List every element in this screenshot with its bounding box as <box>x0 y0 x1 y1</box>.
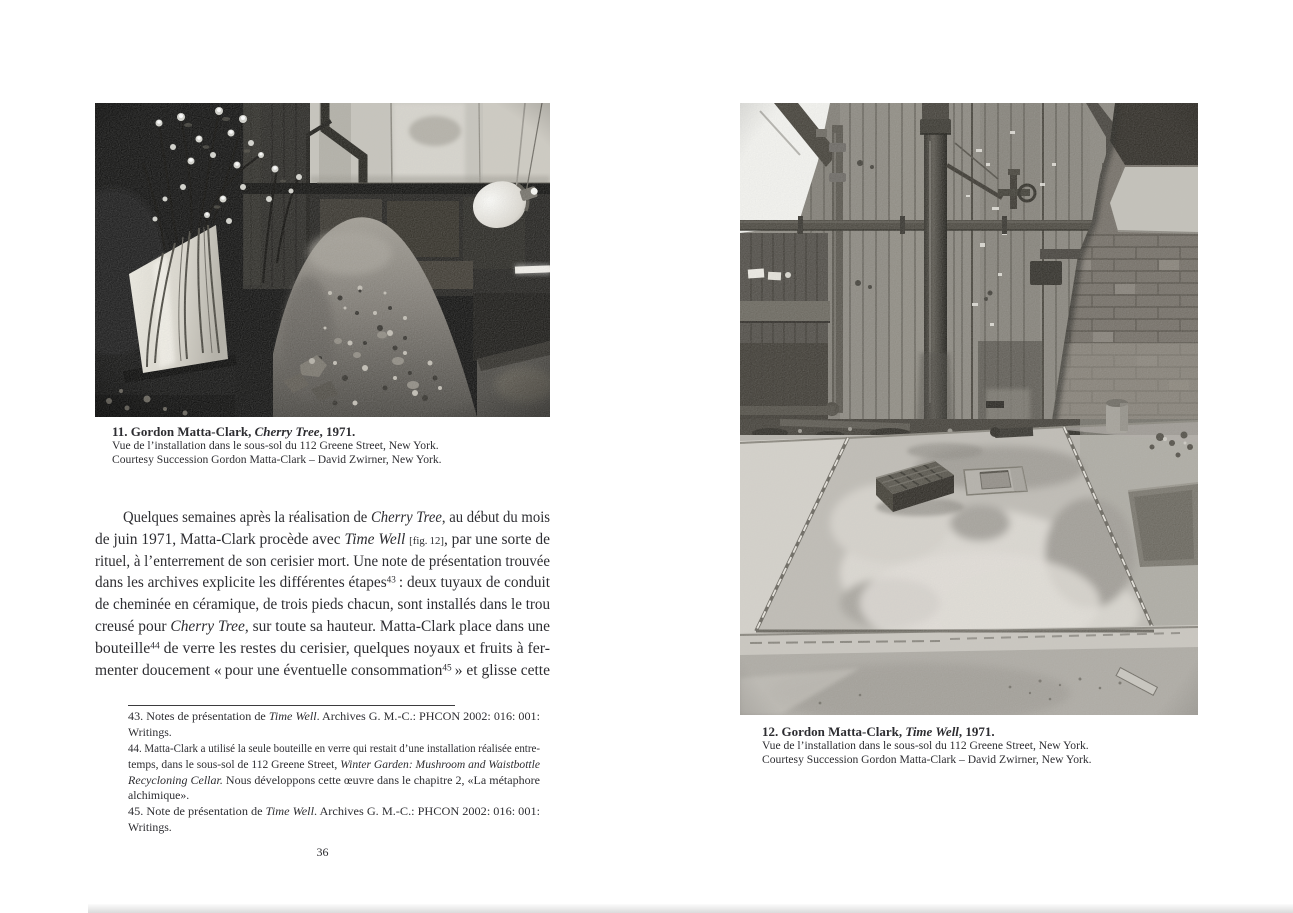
right-page <box>646 0 1293 913</box>
body-paragraph <box>95 509 550 683</box>
page-bottom-edge <box>88 904 1293 913</box>
figure-11-caption-title: 11. Gordon Matta-Clark, Cherry Tree, 1971. <box>112 424 356 439</box>
footnote-line: temps, dans le sous-sol de 112 Greene Street, Winter Garden: Mushroom and Waistbottle <box>128 756 540 771</box>
paragraph-line: rituel, à l’enterrement de son cerisier mort. Une note de présentation trouvée <box>95 552 550 570</box>
footnote-line: Writings. <box>128 724 172 739</box>
footnote-separator <box>128 705 455 706</box>
figure-11-caption-line3: Courtesy Succession Gordon Matta-Clark – David Zwirner, New York. <box>112 453 442 467</box>
left-page <box>0 0 646 913</box>
paragraph-line: dans les archives explicite les différentes étapes$^{43}$ : deux tuyaux de conduit <box>95 574 550 592</box>
figure-11-caption <box>112 424 562 468</box>
paragraph-line: de cheminée en céramique, de trois pieds chacun, sont installés dans le trou <box>95 596 550 614</box>
figure-12-caption-line3: Courtesy Succession Gordon Matta-Clark – David Zwirner, New York. <box>762 753 1092 767</box>
footnote-line: 44. Matta-Clark a utilisé la seule bouteille en verre qui restait d’une installation réalisée entre- <box>128 740 540 755</box>
paragraph-line: de juin 1971, Matta-Clark procède avec Time Well [fig. 12], par une sorte de <box>95 530 550 548</box>
footnote-line: Writings. <box>128 820 172 835</box>
figure-12-caption <box>762 724 1232 768</box>
page-number: 36 <box>316 845 329 859</box>
figure-11-caption-line2: Vue de l’installation dans le sous-sol du 112 Greene Street, New York. <box>112 439 439 452</box>
footnotes <box>128 709 540 836</box>
figure-12-photo-time-well <box>740 103 1198 715</box>
paragraph-line: creusé pour Cherry Tree, sur toute sa hauteur. Matta-Clark place dans une <box>95 617 550 635</box>
footnote-line: Recycloning Cellar. Nous développons cette œuvre dans le chapitre 2, «La métaphore <box>128 772 540 787</box>
paragraph-line: bouteille$^{44}$ de verre les restes du cerisier, quelques noyaux et fruits à fer- <box>95 639 550 657</box>
paragraph-line: menter doucement « pour une éventuelle consommation$^{45}$ » et glisse cette <box>95 661 550 679</box>
figure-11-photo-cherry-tree <box>95 103 550 417</box>
footnote-line: alchimique». <box>128 788 190 803</box>
figure-12-caption-line2: Vue de l’installation dans le sous-sol du 112 Greene Street, New York. <box>762 739 1089 752</box>
footnote-line: 43. Notes de présentation de Time Well. Archives G. M.-C.: PHCON 2002: 016: 001: <box>128 709 540 723</box>
figure-12-caption-title: 12. Gordon Matta-Clark, Time Well, 1971. <box>762 724 995 739</box>
footnote-line: 45. Note de présentation de Time Well. Archives G. M.-C.: PHCON 2002: 016: 001: <box>128 804 540 819</box>
paragraph-line: Quelques semaines après la réalisation de Cherry Tree, au début du mois <box>123 509 550 526</box>
